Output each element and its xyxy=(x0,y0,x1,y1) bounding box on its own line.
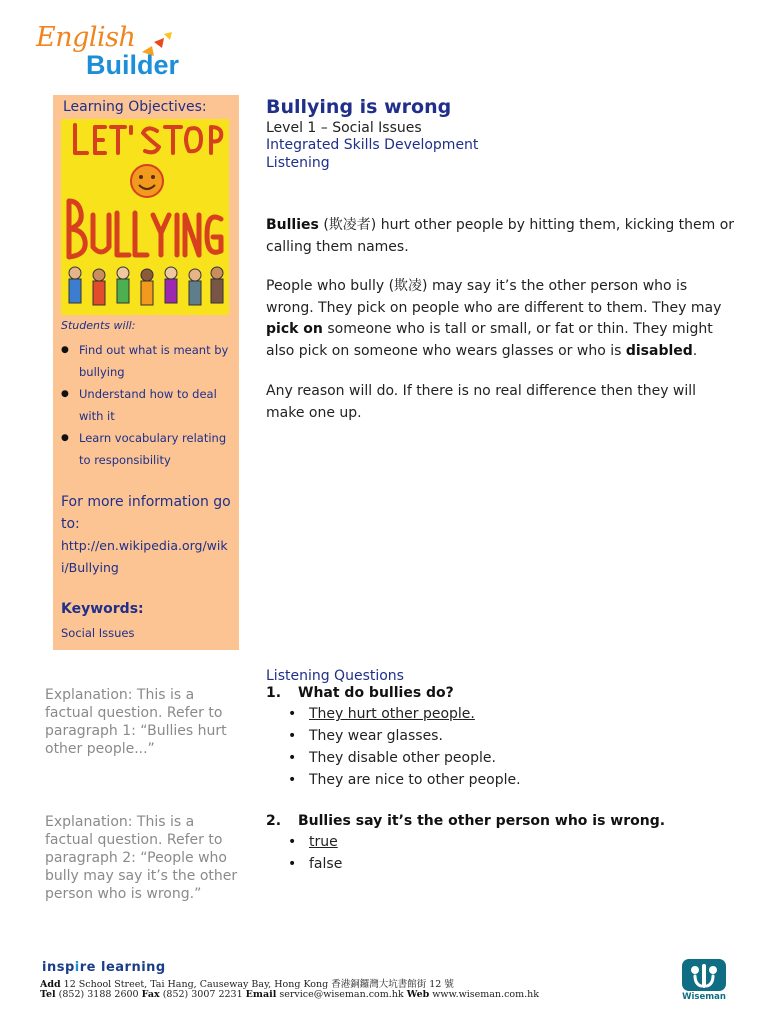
keywords-value: Social Issues xyxy=(61,626,135,640)
paragraph-3: Any reason will do. If there is no real difference then they will make one up. xyxy=(266,383,697,421)
question-2-text: Bullies say it’s the other person who is wrong. xyxy=(298,813,666,829)
paragraph-2-text-c: . xyxy=(692,342,698,359)
english-builder-logo xyxy=(36,20,226,84)
web-value: www.wiseman.com.hk xyxy=(429,989,540,1000)
objectives-list xyxy=(61,339,236,471)
students-will-label: Students will: xyxy=(61,319,136,332)
disabled-term: disabled xyxy=(625,342,693,359)
question-2-number: 2. xyxy=(266,813,282,829)
correct-answer: true xyxy=(309,834,338,850)
tagline-part: i xyxy=(74,960,80,975)
question-2 xyxy=(266,813,665,829)
listening-questions-title: Listening Questions xyxy=(266,668,404,684)
activity-type-label: Listening xyxy=(266,155,330,171)
question-1-option[interactable]: • They disable other people. xyxy=(288,747,521,769)
question-2-option[interactable] xyxy=(288,831,342,853)
objective-item: ● Learn vocabulary relating to responsibility xyxy=(61,427,236,471)
question-1-option[interactable]: • They wear glasses. xyxy=(288,725,521,747)
inspire-learning-tagline xyxy=(42,960,166,975)
tagline-part: insp xyxy=(42,960,75,975)
objective-item: ● Understand how to deal with it xyxy=(61,383,236,427)
paragraph-1 xyxy=(266,215,736,258)
wiseman-label: Wiseman xyxy=(682,992,726,1002)
email-value: service@wiseman.com.hk xyxy=(276,989,407,1000)
question-1-text: What do bullies do? xyxy=(298,685,454,701)
question-1 xyxy=(266,685,454,701)
web-label: Web xyxy=(406,989,430,1000)
page-title: Bullying is wrong xyxy=(266,96,452,118)
footer-contact xyxy=(40,989,539,1000)
more-info-label: For more information go to: xyxy=(61,494,231,532)
footer-address xyxy=(40,976,454,990)
level-label: Level 1 – Social Issues xyxy=(266,120,422,136)
paragraph-2-text-a: People who bully (欺凌) may say it’s the other person who is wrong. They pick on people who are different to them. They may xyxy=(266,278,722,316)
correct-answer: They hurt other people. xyxy=(309,706,475,722)
objective-item: ● Find out what is meant by bullying xyxy=(61,339,236,383)
paragraph-2-text-b: someone who is tall or small, or fat or thin. They might also pick on someone who wears glasses or who is xyxy=(266,321,713,359)
tel-label: Tel xyxy=(40,989,56,1000)
pick-on-term: pick on xyxy=(266,321,323,337)
wikipedia-link[interactable]: http://en.wikipedia.org/wiki/Bullying xyxy=(61,538,228,575)
question-1-option[interactable]: • They are nice to other people. xyxy=(288,769,521,791)
question-2-option[interactable]: • false xyxy=(288,853,342,875)
question-1-explanation: Explanation: This is a factual question. Refer to paragraph 1: “Bullies hurt other people...” xyxy=(45,687,227,757)
tagline-part: re learning xyxy=(79,960,166,975)
bullies-term: Bullies xyxy=(266,217,319,233)
paragraph-1-text: (欺凌者) hurt other people by hitting them, kicking them or calling them names. xyxy=(266,217,735,255)
question-1-number: 1. xyxy=(266,685,282,701)
question-1-options xyxy=(288,703,521,791)
stop-bullying-poster xyxy=(61,119,229,315)
objectives-sidebar xyxy=(53,95,239,650)
tel-value: (852) 3188 2600 xyxy=(55,989,142,1000)
address-text: 12 School Street, Tai Hang, Causeway Bay, Hong Kong 香港銅鑼灣大坑書館街 12 號 xyxy=(60,979,454,990)
add-label: Add xyxy=(40,979,61,990)
question-1-option[interactable] xyxy=(288,703,521,725)
fax-label: Fax xyxy=(141,989,160,1000)
logo-english: English xyxy=(36,22,136,53)
question-2-explanation: Explanation: This is a factual question. Refer to paragraph 2: “People who bully may say it’s the other person who is wrong.” xyxy=(45,814,238,902)
keywords-title: Keywords: xyxy=(61,601,144,617)
fax-value: (852) 3007 2231 xyxy=(159,989,246,1000)
email-label: Email xyxy=(245,989,277,1000)
objectives-title: Learning Objectives: xyxy=(63,99,207,115)
skills-label: Integrated Skills Development xyxy=(266,137,479,153)
paragraph-2 xyxy=(266,276,736,362)
logo-builder: Builder xyxy=(86,50,180,80)
question-2-options xyxy=(288,831,342,875)
